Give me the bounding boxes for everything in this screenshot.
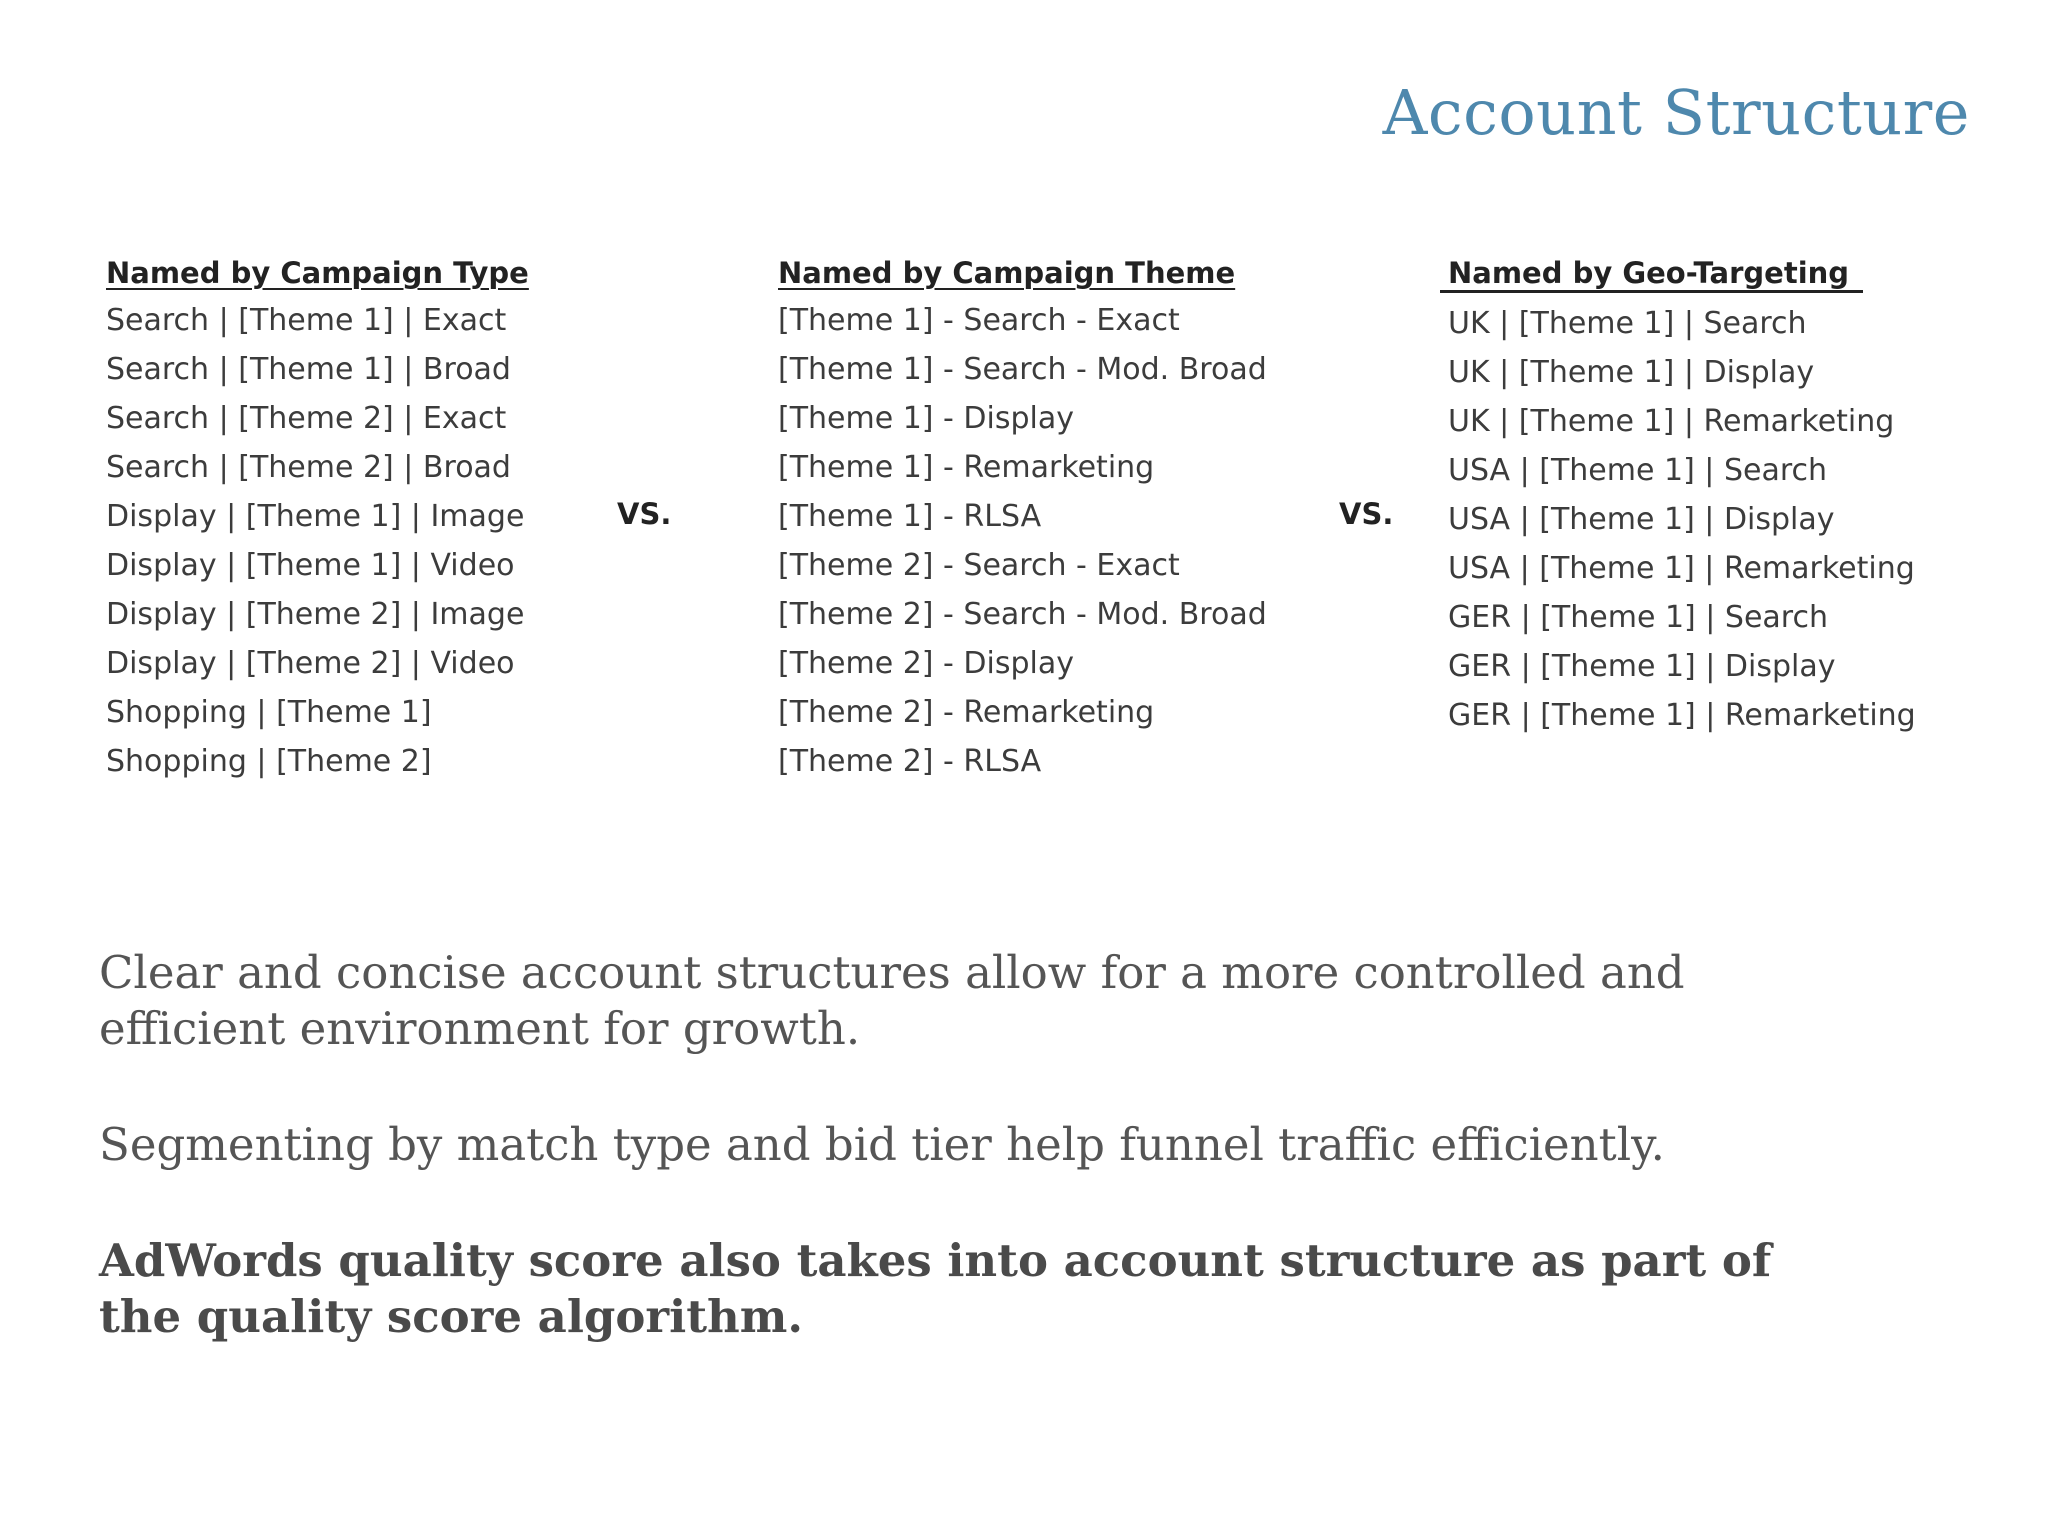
naming-item: [Theme 2] - Search - Exact bbox=[778, 548, 1180, 583]
naming-item: USA | [Theme 1] | Remarketing bbox=[1448, 551, 1915, 586]
naming-item: Display | [Theme 1] | Image bbox=[106, 499, 525, 534]
emphasis-paragraph: AdWords quality score also takes into account structure as part of the quality score algorithm. bbox=[99, 1234, 1772, 1343]
naming-item: [Theme 2] - RLSA bbox=[778, 744, 1042, 779]
naming-item: [Theme 2] - Search - Mod. Broad bbox=[778, 597, 1267, 632]
campaign-theme-column bbox=[778, 250, 1267, 786]
naming-item: [Theme 2] - Display bbox=[778, 646, 1074, 681]
naming-item: UK | [Theme 1] | Display bbox=[1448, 355, 1815, 390]
naming-item: Display | [Theme 2] | Image bbox=[106, 597, 525, 632]
slide-title: Account Structure bbox=[1382, 76, 1970, 149]
naming-item: Display | [Theme 2] | Video bbox=[106, 646, 515, 681]
naming-item: GER | [Theme 1] | Search bbox=[1448, 600, 1828, 635]
column-heading: Named by Campaign Type bbox=[106, 256, 529, 290]
naming-item: Search | [Theme 2] | Broad bbox=[106, 450, 511, 485]
body-text bbox=[99, 945, 1879, 1345]
naming-convention-figure bbox=[106, 250, 1936, 810]
geo-targeting-column bbox=[1448, 250, 1916, 740]
naming-item: [Theme 1] - Display bbox=[778, 401, 1074, 436]
naming-item: UK | [Theme 1] | Search bbox=[1448, 306, 1807, 341]
naming-item: [Theme 1] - Remarketing bbox=[778, 450, 1155, 485]
naming-list bbox=[106, 296, 529, 786]
naming-item: Display | [Theme 1] | Video bbox=[106, 548, 515, 583]
naming-item: USA | [Theme 1] | Search bbox=[1448, 453, 1828, 488]
column-heading: Named by Campaign Theme bbox=[778, 256, 1236, 290]
naming-item: Shopping | [Theme 1] bbox=[106, 695, 432, 730]
naming-list bbox=[1448, 299, 1916, 740]
naming-item: USA | [Theme 1] | Display bbox=[1448, 502, 1835, 537]
naming-item: [Theme 1] - RLSA bbox=[778, 499, 1042, 534]
naming-item: [Theme 2] - Remarketing bbox=[778, 695, 1155, 730]
vs-label: VS. bbox=[617, 497, 672, 531]
naming-item: Search | [Theme 2] | Exact bbox=[106, 401, 507, 436]
naming-item: Search | [Theme 1] | Broad bbox=[106, 352, 511, 387]
naming-item: Search | [Theme 1] | Exact bbox=[106, 303, 507, 338]
naming-item: GER | [Theme 1] | Display bbox=[1448, 649, 1836, 684]
naming-item: [Theme 1] - Search - Exact bbox=[778, 303, 1180, 338]
naming-item: Shopping | [Theme 2] bbox=[106, 744, 432, 779]
naming-item: [Theme 1] - Search - Mod. Broad bbox=[778, 352, 1267, 387]
naming-item: UK | [Theme 1] | Remarketing bbox=[1448, 404, 1895, 439]
column-heading: Named by Geo-Targeting bbox=[1440, 250, 1863, 293]
naming-list bbox=[778, 296, 1267, 786]
paragraph: Segmenting by match type and bid tier help funnel traffic efficiently. bbox=[99, 1118, 1665, 1171]
vs-label: VS. bbox=[1339, 497, 1394, 531]
naming-item: GER | [Theme 1] | Remarketing bbox=[1448, 698, 1916, 733]
paragraph: Clear and concise account structures allow for a more controlled and efficient environment for growth. bbox=[99, 946, 1685, 1055]
campaign-type-column bbox=[106, 250, 529, 786]
